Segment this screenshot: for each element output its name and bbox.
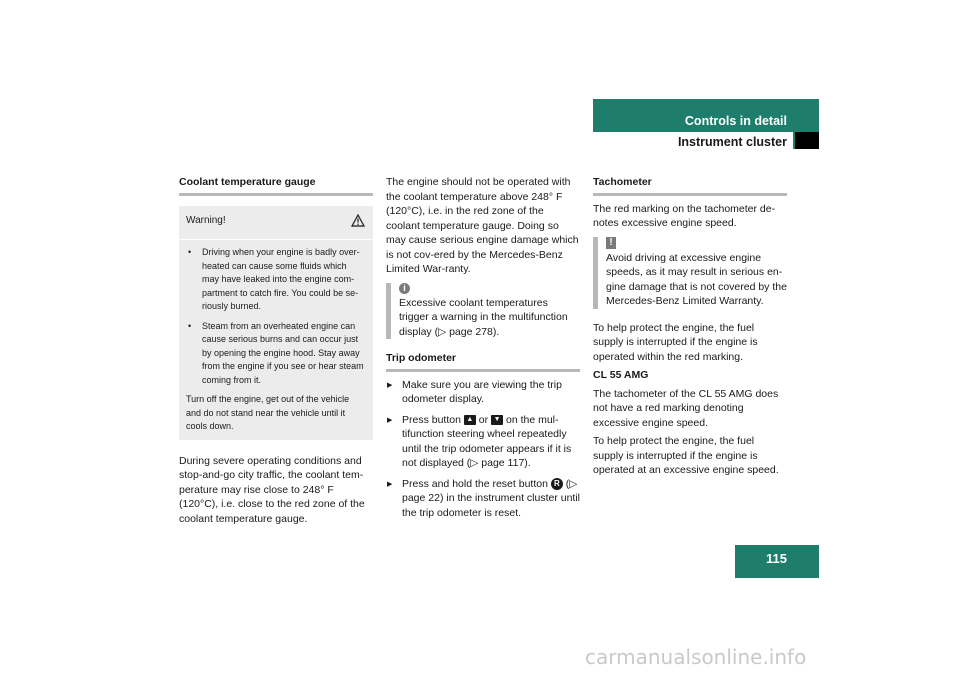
tachometer-intro: The red marking on the tachometer de-notes excessive engine speed. (593, 202, 776, 229)
warning-bullet: • Steam from an overheated engine can cause serious burns and can occur just by opening the engine hood. Stay away from the engine if you see or hear steam coming from it. (202, 320, 365, 388)
amg-fuel-cutoff-paragraph: To help protect the engine, the fuel supply is interrupted if the engine is operated at an excessive engine speed. (593, 435, 779, 476)
heading-coolant: Coolant temperature gauge (179, 175, 373, 196)
info-icon: i (399, 283, 410, 294)
heading-trip-odometer: Trip odometer (386, 351, 580, 372)
heading-tachometer: Tachometer (593, 175, 787, 196)
reset-button-icon: R (551, 478, 563, 490)
caution-note-text: Avoid driving at excessive engine speeds, as it may result in serious en-gine damage that is not covered by the Mercedes-Benz Limited Warranty. (606, 251, 787, 307)
watermark: carmanualsonline.info (585, 645, 807, 669)
fuel-cutoff-paragraph: To help protect the engine, the fuel supply is interrupted if the engine is operated within the red marking. (593, 321, 758, 363)
coolant-body: During severe operating conditions and stop-and-go city traffic, the coolant tem-perature may rise close to 248° F (120°C), i.e. close to the red zone of the coolant temperature gauge. (179, 454, 365, 525)
model-heading: CL 55 AMG (593, 369, 649, 381)
warning-bullet: • Driving when your engine is badly over-heated can cause some fluids which may have leaked into the engine com-partment to catch fire. You could be se-riously burned. (202, 246, 365, 314)
info-note (386, 283, 580, 340)
warning-header (179, 214, 373, 241)
exclamation-icon: ! (606, 237, 616, 249)
column-2 (386, 175, 580, 526)
step-item: ▶ Press and hold the reset button R (▷ page 22) in the instrument cluster until the trip odometer is reset. (402, 477, 580, 521)
info-note-text: Excessive coolant temperatures trigger a warning in the multifunction display (▷ page 278). (399, 296, 568, 338)
step-item: ▶ Press button ▲ or ▼ on the mul-tifunction steering wheel repeatedly until the trip odometer appears if it is not displayed (▷ page 117). (402, 413, 580, 471)
warning-triangle-icon (351, 214, 365, 232)
warning-title: Warning! (186, 214, 226, 226)
caution-note (593, 237, 787, 309)
warning-box (179, 206, 373, 440)
subsection-title: Instrument cluster (677, 135, 787, 149)
display-button-up-icon: ▲ (464, 415, 476, 425)
header-marker (795, 132, 819, 149)
engine-warning-paragraph: The engine should not be operated with the coolant temperature above 248° F (120°C), i.e. in the red zone of the coolant temperature gauge. Doing so may cause serious engine damage which is not cov-ered by the Mercedes-Benz Limited War-ranty. (386, 176, 579, 275)
page-number: 115 (735, 545, 819, 578)
amg-tachometer-paragraph: The tachometer of the CL 55 AMG does not have a red marking denoting excessive engine speed. (593, 387, 779, 429)
step-item: ▶ Make sure you are viewing the trip odometer display. (402, 378, 580, 407)
section-title: Controls in detail (684, 114, 787, 128)
column-3 (593, 175, 787, 482)
column-1 (179, 175, 373, 530)
display-button-down-icon: ▼ (491, 415, 503, 425)
warning-footer: Turn off the engine, get out of the vehicle and do not stand near the vehicle until it cools down. (186, 394, 350, 431)
